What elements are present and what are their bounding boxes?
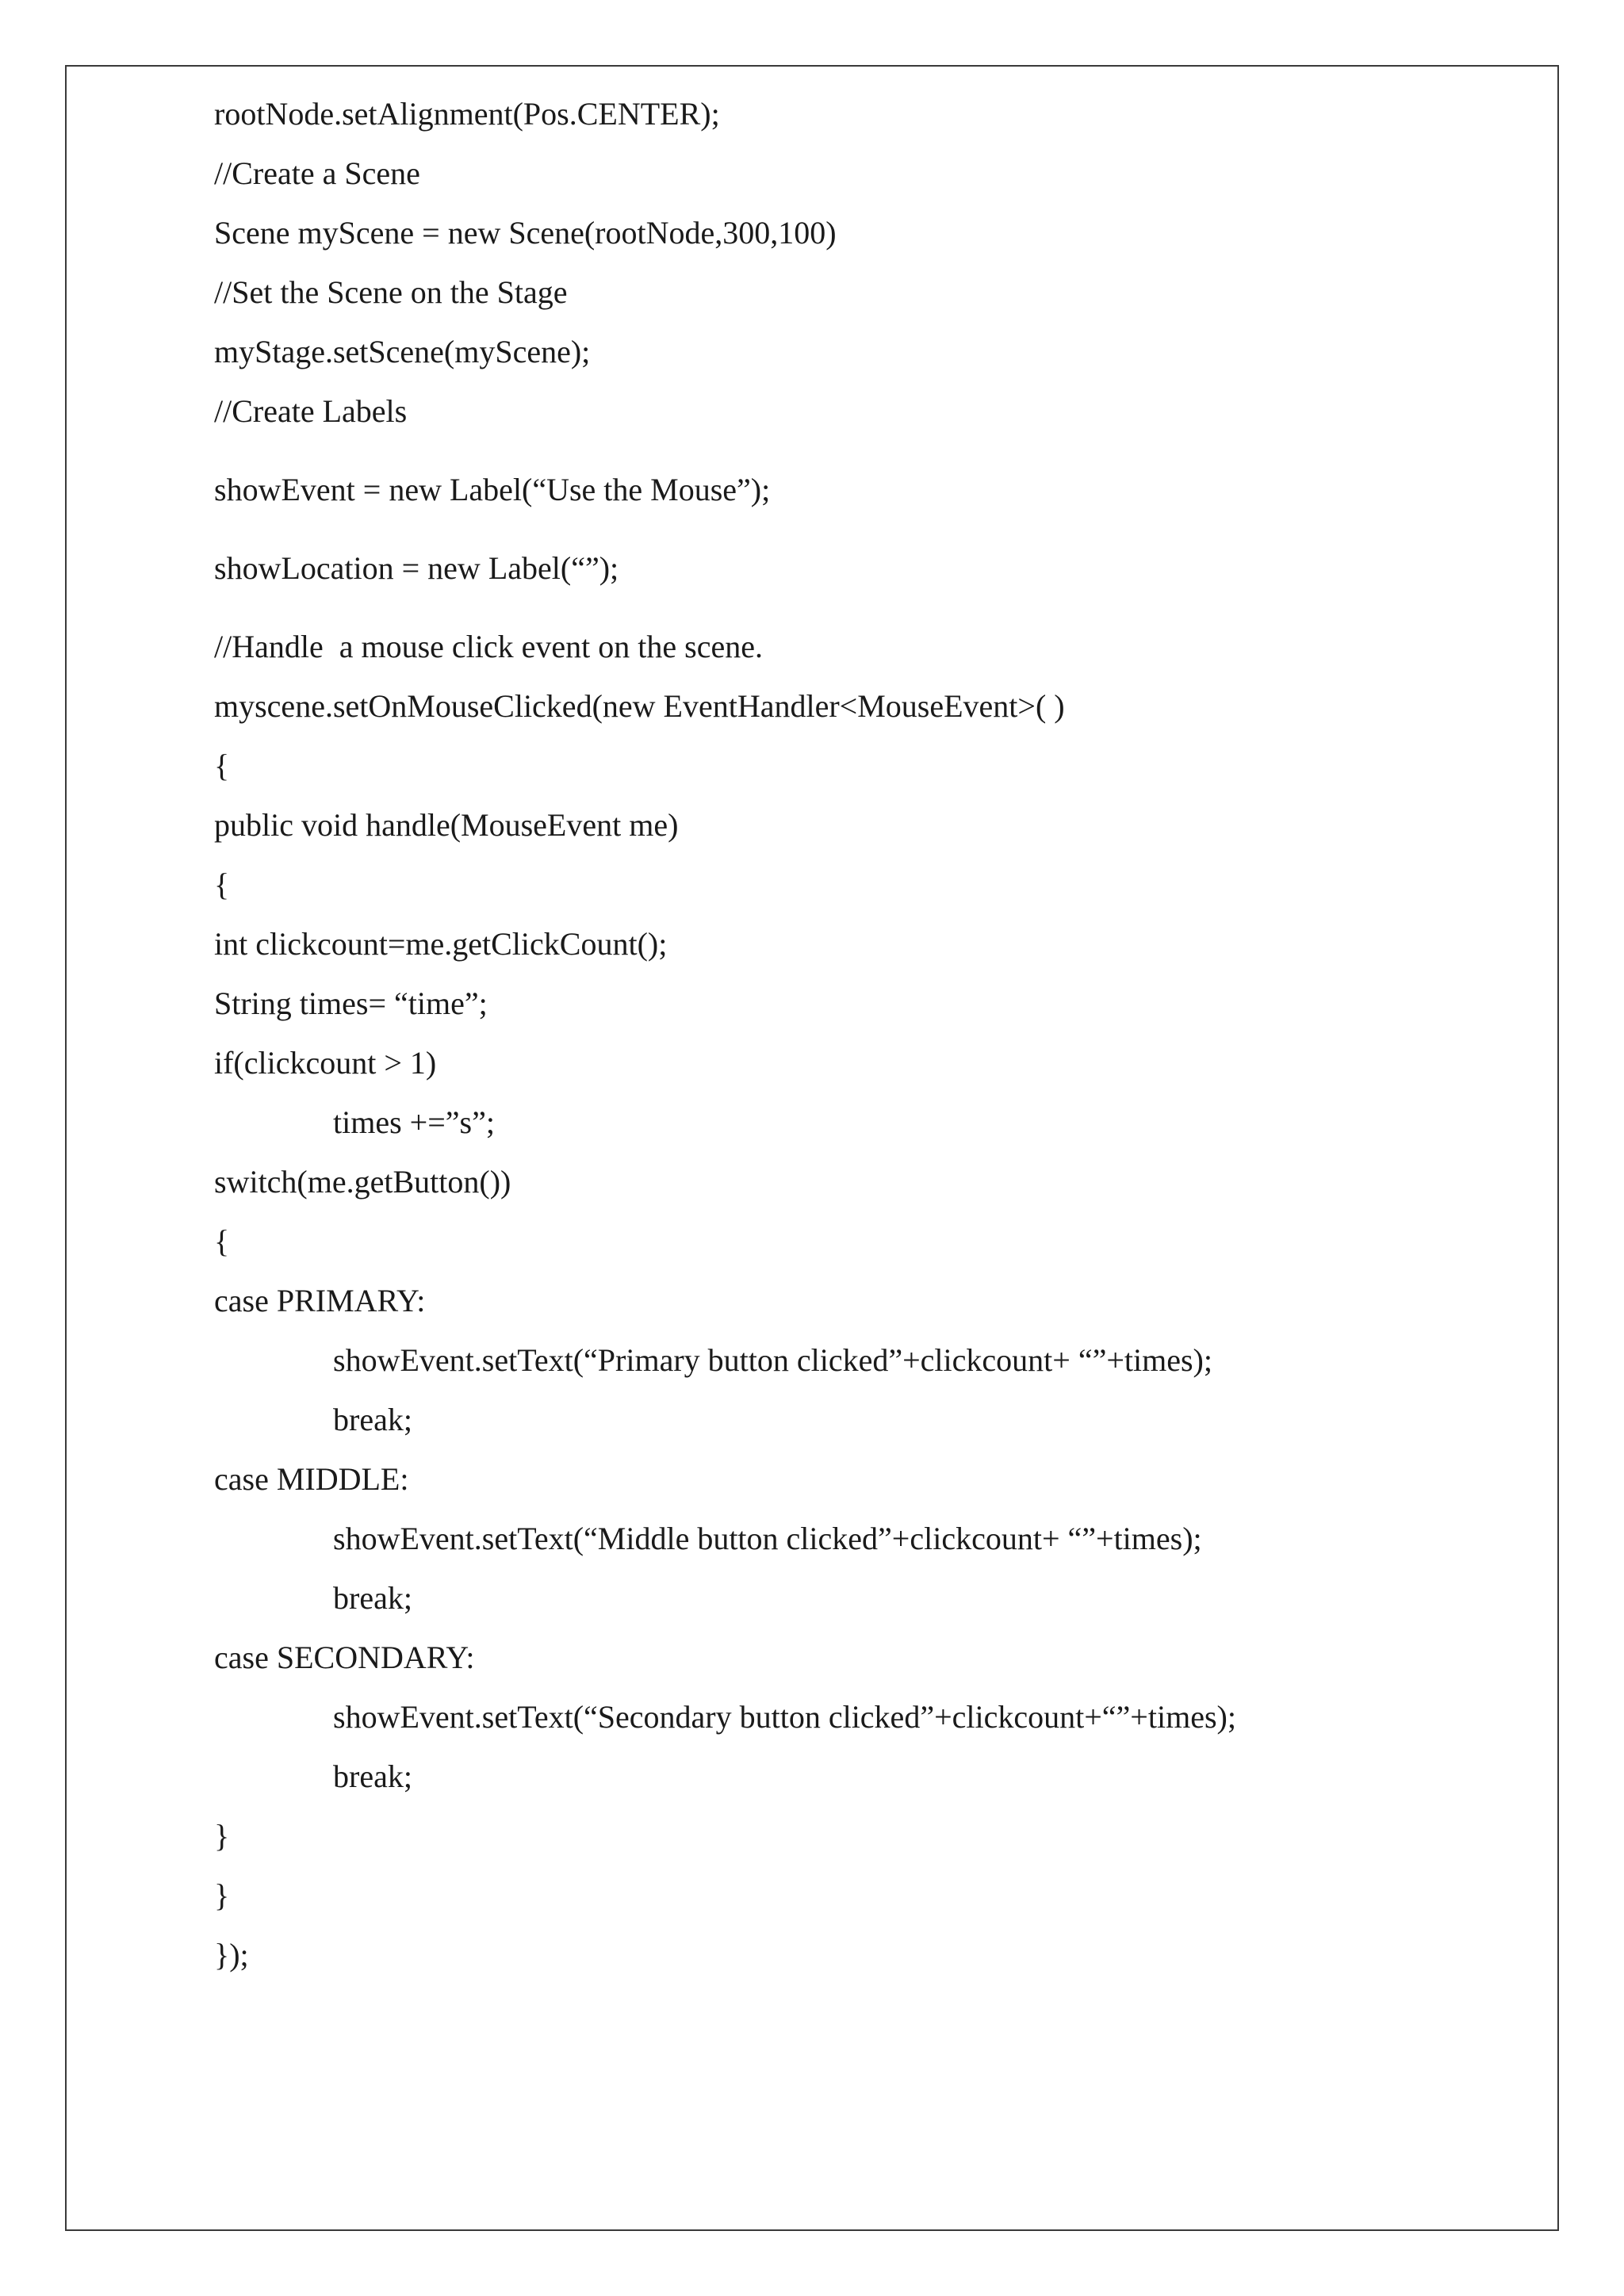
code-line: } (214, 1877, 230, 1913)
code-line: { (214, 748, 230, 783)
code-line: showLocation = new Label(“”); (214, 550, 619, 586)
code-line: if(clickcount > 1) (214, 1045, 437, 1081)
code-line: case SECONDARY: (214, 1640, 475, 1675)
code-line: switch(me.getButton()) (214, 1164, 511, 1200)
code-line: //Handle a mouse click event on the scene. (214, 629, 763, 664)
code-line: } (214, 1818, 230, 1854)
page-frame (65, 65, 1559, 2231)
code-line: myscene.setOnMouseClicked(new EventHandler<MouseEvent>( ) (214, 688, 1065, 724)
code-line: break; (333, 1580, 412, 1616)
code-line: { (214, 867, 230, 902)
code-line: case MIDDLE: (214, 1461, 409, 1497)
code-line: //Set the Scene on the Stage (214, 274, 568, 310)
code-line: showEvent.setText(“Middle button clicked”+clickcount+ “”+times); (333, 1521, 1202, 1556)
code-line: showEvent.setText(“Secondary button clicked”+clickcount+“”+times); (333, 1699, 1236, 1735)
code-line: case PRIMARY: (214, 1283, 426, 1318)
code-line: showEvent.setText(“Primary button clicked”+clickcount+ “”+times); (333, 1342, 1212, 1378)
code-line: int clickcount=me.getClickCount(); (214, 926, 668, 962)
code-line: showEvent = new Label(“Use the Mouse”); (214, 472, 771, 507)
code-line: break; (333, 1758, 412, 1794)
code-line: break; (333, 1402, 412, 1437)
code-line: public void handle(MouseEvent me) (214, 807, 679, 843)
code-line: myStage.setScene(myScene); (214, 334, 591, 369)
code-line: Scene myScene = new Scene(rootNode,300,100) (214, 215, 837, 251)
code-line: //Create a Scene (214, 155, 420, 191)
code-line: { (214, 1223, 230, 1259)
code-line: times +=”s”; (333, 1104, 495, 1140)
code-line: String times= “time”; (214, 985, 488, 1021)
code-line: //Create Labels (214, 393, 408, 429)
code-line: }); (214, 1937, 249, 1973)
code-line: rootNode.setAlignment(Pos.CENTER); (214, 96, 720, 132)
